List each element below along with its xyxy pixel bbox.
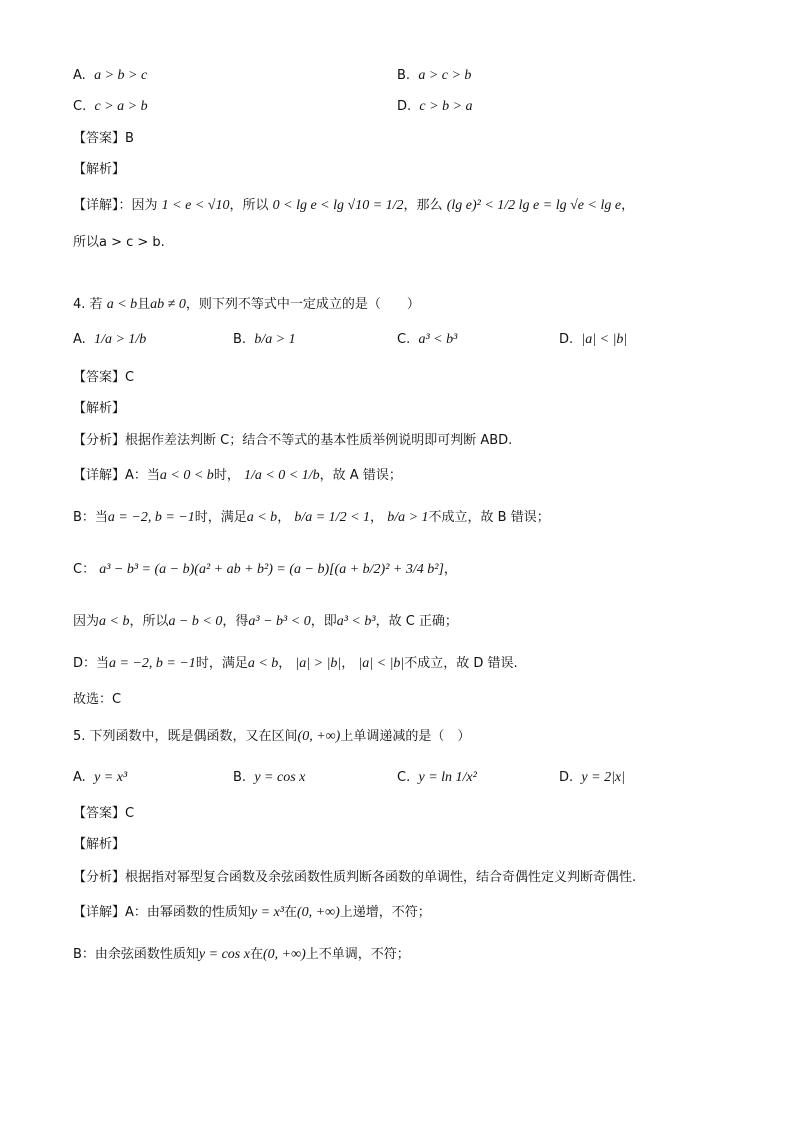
detail-math: (0, +∞) [297,905,340,920]
option-label: C. [73,99,87,114]
detail-math: 0 < lg e < lg √10 = 1/2 [272,198,404,213]
detail-text: 在 [283,905,297,920]
option-label: B. [397,68,411,83]
stem-text: 上单调递减的是（ ） [340,729,471,744]
detail-text: 上递增，不符； [339,905,431,920]
option-math: a > b > c [94,68,148,83]
option-label: C. [397,770,411,785]
detail-math: a = −2, b = −1 [109,656,196,671]
q3-option-a [73,66,147,86]
option-label: D. [559,770,574,785]
detail-text: 因为 [131,198,158,213]
q4-detail-b [73,508,550,528]
option-label: D. [397,99,412,114]
q5-option-c [397,768,477,788]
q3-option-b [397,66,471,86]
detail-math: a = −2, b = −1 [107,510,195,525]
detail-math: 1/a < 0 < 1/b [243,468,320,483]
detail-math: a < b [99,614,130,629]
option-label: A. [73,68,86,83]
stem-text: 5. 下列函数中，既是偶函数，又在区间 [73,729,298,744]
option-math: c > b > a [419,99,473,114]
q4-answer: 【答案】C [73,370,135,385]
q4-detail-c [73,560,457,580]
q4-analysis-heading: 【解析】 [73,401,126,416]
option-label: C. [397,332,411,347]
detail-math: |a| < |b| [358,656,405,671]
stem-math: ab ≠ 0 [150,297,186,312]
q5-detail-a [73,903,431,923]
detail-text: ，得 [222,614,249,629]
detail-text: D：当 [73,656,110,671]
detail-math: a < b [247,656,279,671]
option-math: c > a > b [94,99,148,114]
q5-detail-b [73,945,410,965]
q3-detail [73,196,634,216]
option-math: |a| < |b| [581,332,628,347]
q5-stem [73,727,470,747]
option-math: b/a > 1 [254,332,296,347]
option-math: a³ < b³ [418,332,458,347]
detail-tag: 【详解】： [73,198,132,213]
q3-option-d [397,97,473,117]
detail-text: ， [277,510,291,525]
detail-text: B：由余弦函数性质知 [73,947,199,962]
detail-math: 1 < e < √10 [161,198,230,213]
detail-text: ， [341,656,355,671]
detail-text: 上不单调，不符； [305,947,410,962]
q4-option-c [397,330,457,350]
detail-math: y = x³ [250,905,284,920]
detail-text: ， [443,562,457,577]
detail-text: 时，满足 [194,510,247,525]
option-math: y = cos x [254,770,306,785]
q4-stem [73,295,420,315]
detail-text: 不成立，故 D 错误. [404,656,518,671]
detail-text: 【详解】A：由幂函数的性质知 [73,905,251,920]
option-math: 1/a > 1/b [94,332,147,347]
detail-text: ， [621,198,635,213]
q3-conclusion: 所以a > c > b. [73,235,165,250]
q4-detail-a [73,466,402,486]
q4-detail-d [73,654,518,674]
detail-text: 时， [213,468,240,483]
q4-option-b [233,330,296,350]
detail-math: a < 0 < b [159,468,214,483]
option-label: B. [233,770,247,785]
detail-math: a³ < b³ [336,614,376,629]
option-label: D. [559,332,574,347]
stem-math: a < b [106,297,138,312]
detail-text: ， [278,656,292,671]
q5-answer: 【答案】C [73,806,135,821]
stem-math: (0, +∞) [297,729,341,744]
detail-math: b/a > 1 [387,510,429,525]
detail-math: (lg e)² < 1/2 lg e = lg √e < lg e [446,198,622,213]
q4-fenxi: 【分析】根据作差法判断 C；结合不等式的基本性质举例说明即可判断 ABD. [73,433,513,448]
option-math: y = 2|x| [581,770,625,785]
detail-text: 在 [249,947,263,962]
detail-text: B：当 [73,510,108,525]
detail-text: ，所以 [229,198,269,213]
detail-text: 不成立，故 B 错误； [428,510,550,525]
detail-text: ，那么 [403,198,443,213]
detail-math: y = cos x [198,947,250,962]
detail-math: a − b < 0 [168,614,223,629]
q3-analysis-heading: 【解析】 [73,162,126,177]
detail-text: ，故 A 错误； [319,468,402,483]
option-label: B. [233,332,247,347]
q5-option-b [233,768,305,788]
detail-text: ，即 [310,614,337,629]
option-math: a > c > b [418,68,472,83]
q4-option-a [73,330,146,350]
detail-math: a < b [246,510,278,525]
q5-option-d [559,768,625,788]
q4-because [73,612,458,632]
option-math: y = x³ [94,770,128,785]
detail-math: a³ − b³ = (a − b)(a² + ab + b²) = (a − b)[(a + b/2)² + 3/4 b²] [99,562,444,577]
stem-num: 4. 若 [73,297,103,312]
q4-choose: 故选：C [73,692,122,707]
detail-tag: 【详解】A：当 [73,468,160,483]
q3-answer: 【答案】B [73,131,134,146]
q5-fenxi: 【分析】根据指对幂型复合函数及余弦函数性质判断各函数的单调性，结合奇偶性定义判断奇偶性. [73,870,637,885]
q5-analysis-heading: 【解析】 [73,837,126,852]
option-label: A. [73,770,86,785]
detail-text: ，所以 [129,614,169,629]
detail-text: 时，满足 [195,656,248,671]
detail-math: a³ − b³ < 0 [248,614,311,629]
detail-text: 因为 [73,614,100,629]
detail-text: ， [370,510,384,525]
stem-text: ，则下列不等式中一定成立的是（ ） [185,297,420,312]
detail-text: C： [73,562,96,577]
q5-option-a [73,768,127,788]
q4-option-d [559,330,627,350]
detail-text: ，故 C 正确； [375,614,458,629]
detail-math: |a| > |b| [295,656,342,671]
detail-math: b/a = 1/2 < 1 [294,510,371,525]
q3-option-c [73,97,148,117]
option-math: y = ln 1/x² [418,770,477,785]
detail-math: (0, +∞) [262,947,306,962]
option-label: A. [73,332,86,347]
stem-and: 且 [137,297,151,312]
